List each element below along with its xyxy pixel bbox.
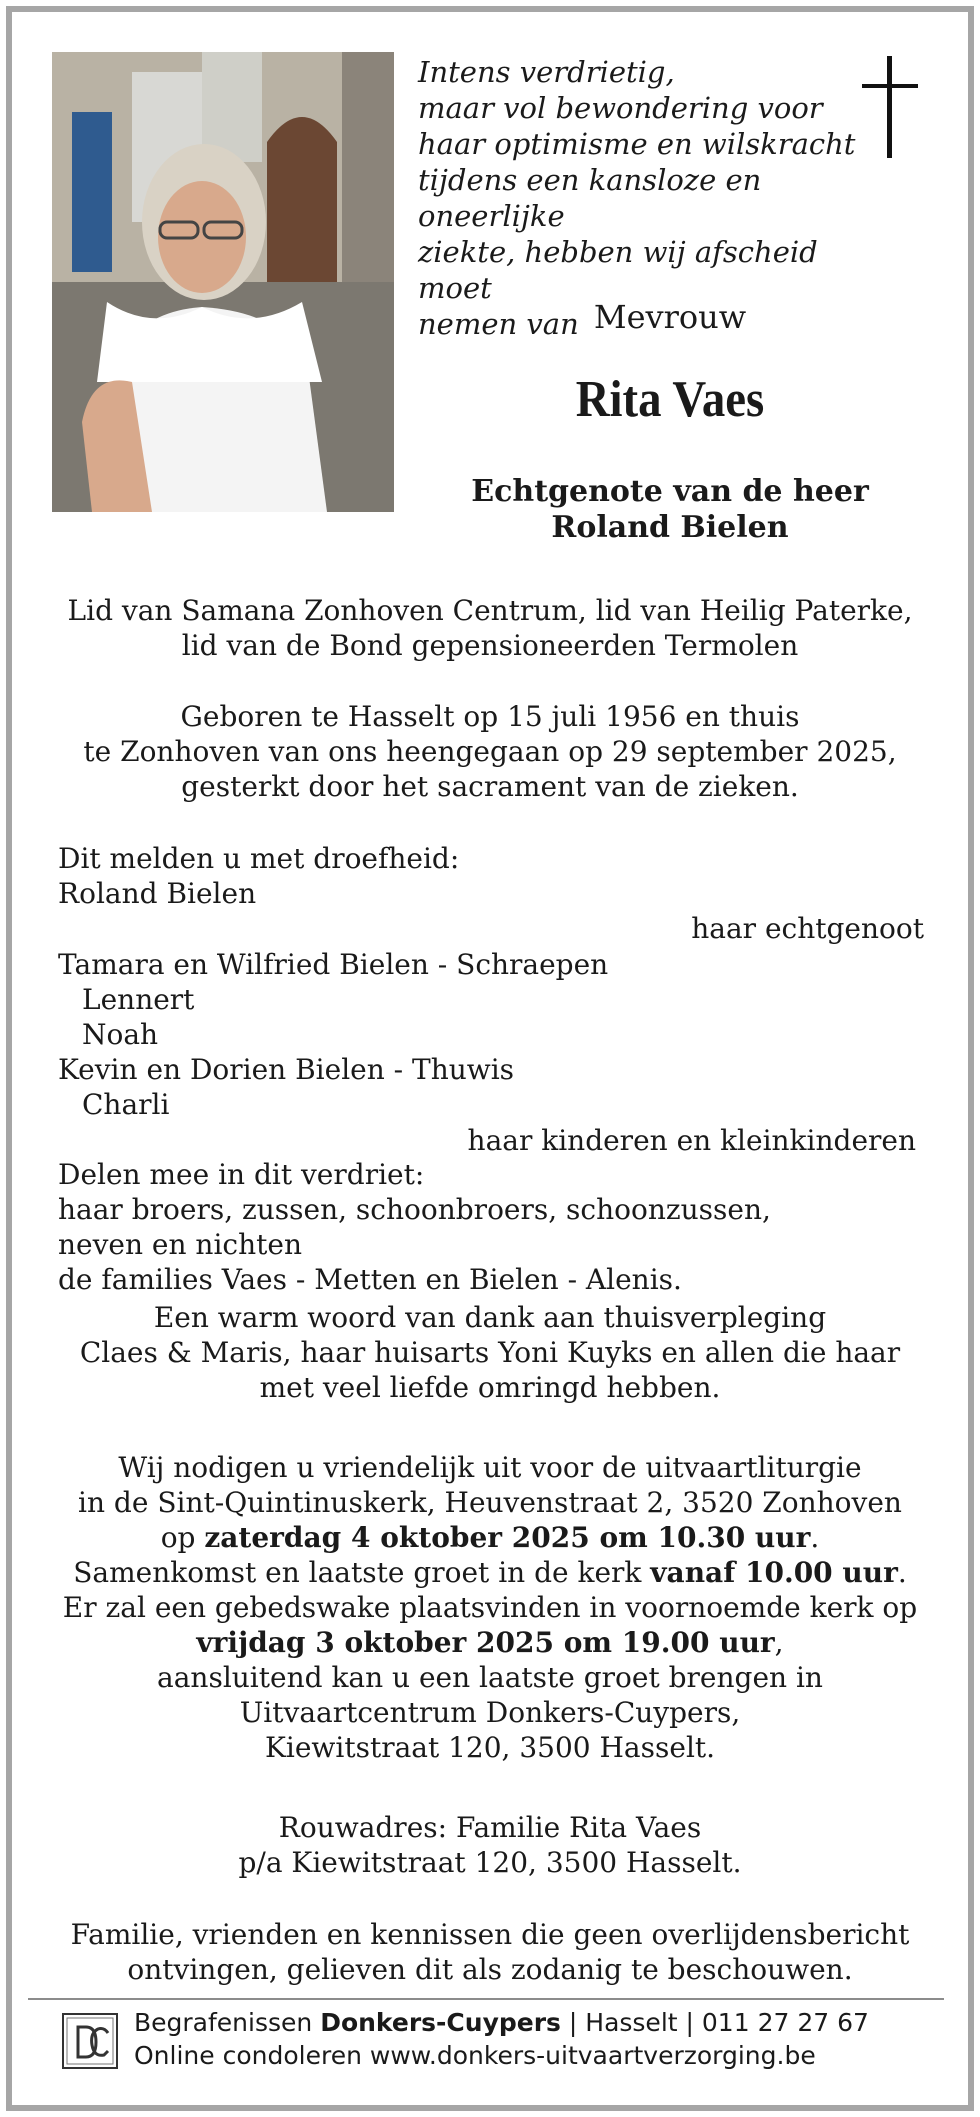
deceased-title: Mevrouw bbox=[593, 298, 747, 336]
birth-death-info: Geboren te Hasselt op 15 juli 1956 en thuis te Zonhoven van ons heengegaan op 29 september 2025, gesterkt door het sacrament van de zieken. bbox=[83, 700, 897, 803]
notice-text: Familie, vrienden en kennissen die geen overlijdensbericht ontvingen, gelieven dit als zodanig te beschouwen. bbox=[70, 1918, 910, 1986]
gathering-time: vanaf 10.00 uur bbox=[650, 1556, 898, 1589]
footer-info: Begrafenissen Donkers-Cuypers | Hasselt | 011 27 27 67 Online condoleren www.donkers-uitvaartverzorging.be bbox=[134, 2008, 869, 2070]
children-role: haar kinderen en kleinkinderen bbox=[467, 1124, 916, 1157]
spouse-info: Echtgenote van de heer Roland Bielen bbox=[471, 474, 869, 545]
funeral-date: zaterdag 4 oktober 2025 om 10.30 uur bbox=[204, 1521, 811, 1554]
website-link[interactable]: www.donkers-uitvaartverzorging.be bbox=[369, 2041, 816, 2070]
intro-text: Intens verdrietig, maar vol bewondering voor haar optimisme en wilskracht tijdens een kansloze en oneerlijke ziekte, hebben wij afscheid moet nemen van bbox=[418, 55, 856, 341]
vigil-date: vrijdag 3 oktober 2025 om 19.00 uur bbox=[196, 1626, 775, 1659]
company-name: Donkers-Cuypers bbox=[320, 2008, 561, 2037]
children-list: Tamara en Wilfried Bielen - Schraepen Lennert Noah Kevin en Dorien Bielen - Thuwis Charli bbox=[58, 948, 609, 1121]
cross-icon bbox=[862, 56, 918, 158]
thanks-text: Een warm woord van dank aan thuisverpleging Claes & Maris, haar huisarts Yoni Kuyks en allen die haar met veel liefde omringd hebben. bbox=[79, 1301, 901, 1404]
funeral-home-logo-icon bbox=[62, 2013, 118, 2069]
phone-number: 011 27 27 67 bbox=[701, 2008, 869, 2037]
footer-divider bbox=[28, 1998, 944, 2000]
deceased-name: Rita Vaes bbox=[575, 371, 765, 428]
announcement: Dit melden u met droefheid: bbox=[58, 842, 460, 875]
funeral-invitation: Wij nodigen u vriendelijk uit voor de uitvaartliturgie in de Sint-Quintinuskerk, Heuvenstraat 2, 3520 Zonhoven op zaterdag 4 oktober 2025 om 10.30 uur. Samenkomst en laatste groet in de kerk vanaf 10.00 uur. Er zal een gebedswake plaatsvinden in voornoemde kerk op vrijdag 3 oktober 2025 om 19.00 uur, aansluitend kan u een laatste groet brengen in Uitvaartcentrum Donkers-Cuypers, Kiewitstraat 120, 3500 Hasselt. bbox=[62, 1451, 918, 1764]
portrait-photo bbox=[52, 52, 394, 512]
husband-role: haar echtgenoot bbox=[691, 912, 924, 945]
share-list: Delen mee in dit verdriet: haar broers, zussen, schoonbroers, schoonzussen, neven en nichten de families Vaes - Metten en Bielen - Alenis. bbox=[58, 1158, 771, 1296]
memberships: Lid van Samana Zonhoven Centrum, lid van Heilig Paterke, lid van de Bond gepensioneerden Termolen bbox=[67, 594, 913, 662]
mourning-address: Rouwadres: Familie Rita Vaes p/a Kiewitstraat 120, 3500 Hasselt. bbox=[238, 1811, 742, 1879]
husband-name: Roland Bielen bbox=[58, 877, 257, 910]
